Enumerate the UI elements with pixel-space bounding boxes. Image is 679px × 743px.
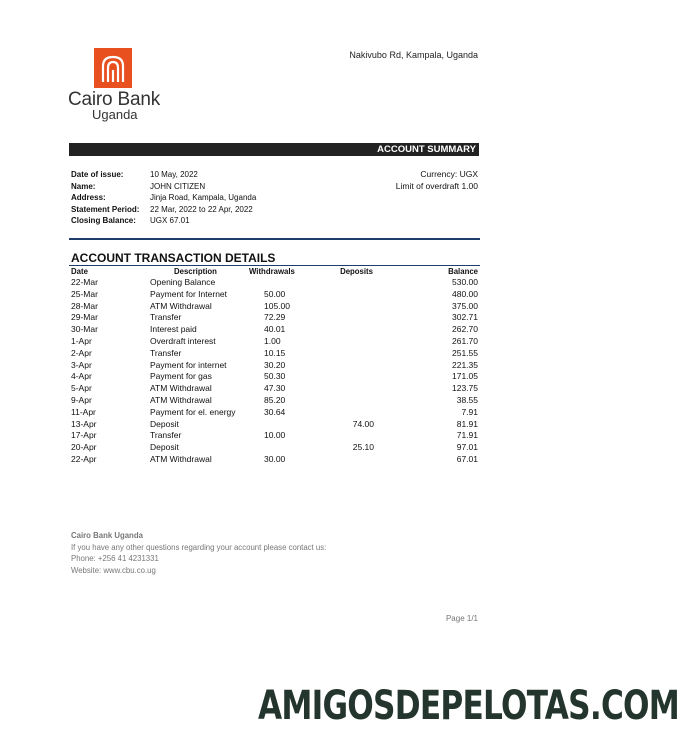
cell-withdrawal: 105.00 (264, 300, 290, 311)
transaction-table (0, 266, 565, 466)
footer-website: Website: www.cbu.co.ug (71, 565, 156, 575)
statement-period-label: Statement Period: (71, 204, 140, 214)
cell-balance: 38.55 (456, 394, 478, 405)
bank-subtitle: Uganda (92, 107, 138, 122)
name-label: Name: (71, 181, 96, 191)
cell-date: 25-Mar (71, 288, 98, 299)
footer-contact-note: If you have any other questions regarding your account please contact us: (71, 542, 327, 552)
cell-balance: 221.35 (452, 359, 478, 370)
page-number: Page 1/1 (445, 614, 478, 623)
cell-balance: 71.91 (456, 430, 478, 441)
cell-withdrawal: 1.00 (264, 335, 281, 346)
table-row (0, 454, 565, 466)
header-description: Description (174, 267, 217, 276)
bank-name: Cairo Bank (68, 89, 160, 110)
address-value: Jinja Road, Kampala, Uganda (150, 193, 257, 202)
cell-description: ATM Withdrawal (150, 383, 212, 394)
cell-balance: 67.01 (456, 453, 478, 464)
cell-balance: 251.55 (452, 347, 478, 358)
table-row (0, 419, 565, 431)
header-deposits: Deposits (340, 267, 373, 276)
table-row (0, 289, 565, 301)
cell-deposit: 74.00 (352, 418, 374, 429)
cell-date: 22-Apr (71, 453, 97, 464)
cell-withdrawal: 30.20 (264, 359, 286, 370)
cell-withdrawal: 30.64 (264, 406, 286, 417)
address-label: Address: (71, 193, 106, 202)
table-row (0, 312, 565, 324)
cell-withdrawal: 50.30 (264, 371, 286, 382)
cell-description: Opening Balance (150, 277, 216, 287)
cell-date: 28-Mar (71, 300, 98, 311)
overdraft-limit: Limit of overdraft 1.00 (395, 181, 478, 191)
cell-description: Payment for gas (150, 371, 212, 382)
table-body (0, 277, 565, 466)
cell-balance: 375.00 (452, 300, 478, 311)
cell-deposit: 25.10 (352, 442, 374, 453)
cell-description: Interest paid (150, 324, 197, 335)
header-date: Date (71, 267, 88, 276)
bank-logo-icon (94, 48, 132, 88)
summary-values (150, 169, 256, 227)
cell-description: Deposit (150, 442, 179, 453)
cell-balance: 81.91 (456, 418, 478, 429)
cell-balance: 97.01 (456, 442, 478, 453)
currency-info (396, 168, 478, 192)
table-row (0, 324, 565, 336)
cell-date: 22-Mar (71, 277, 98, 287)
currency-value: Currency: UGX (420, 169, 478, 179)
date-of-issue-label: Date of issue: (71, 170, 124, 179)
transaction-details-title: ACCOUNT TRANSACTION DETAILS (71, 251, 276, 265)
cell-balance: 530.00 (452, 277, 478, 287)
date-of-issue-value: 10 May, 2022 (150, 170, 198, 179)
cell-date: 5-Apr (71, 383, 92, 394)
cell-balance: 7.91 (461, 406, 478, 417)
cell-description: Transfer (150, 347, 182, 358)
table-row (0, 442, 565, 454)
cell-balance: 261.70 (452, 335, 478, 346)
footer (71, 530, 326, 576)
table-row (0, 360, 565, 372)
cell-description: Payment for internet (150, 359, 227, 370)
cell-date: 1-Apr (71, 335, 92, 346)
header-balance: Balance (448, 267, 478, 276)
cell-description: ATM Withdrawal (150, 300, 212, 311)
cell-description: Transfer (150, 430, 182, 441)
cell-withdrawal: 50.00 (264, 288, 286, 299)
table-row (0, 383, 565, 395)
cell-description: ATM Withdrawal (150, 453, 212, 464)
account-summary-title: ACCOUNT SUMMARY (377, 144, 476, 155)
cell-date: 9-Apr (71, 394, 92, 405)
table-row (0, 430, 565, 442)
cell-withdrawal: 85.20 (264, 394, 286, 405)
cell-description: Overdraft interest (150, 335, 216, 346)
cell-withdrawal: 30.00 (264, 453, 286, 464)
table-row (0, 407, 565, 419)
watermark-text: AMIGOSDEPELOTAS.COM (258, 683, 679, 729)
cell-balance: 123.75 (452, 383, 478, 394)
cell-date: 4-Apr (71, 371, 92, 382)
header-withdrawals: Withdrawals (249, 267, 295, 276)
table-row (0, 348, 565, 360)
bank-address: Nakivubo Rd, Kampala, Uganda (349, 50, 478, 60)
cell-description: Transfer (150, 312, 182, 323)
cell-date: 20-Apr (71, 442, 97, 453)
table-row (0, 277, 565, 289)
cell-withdrawal: 10.15 (264, 347, 286, 358)
account-summary-bar (69, 143, 479, 156)
cell-date: 3-Apr (71, 359, 92, 370)
statement-period-value: 22 Mar, 2022 to 22 Apr, 2022 (150, 204, 253, 214)
cell-withdrawal: 47.30 (264, 383, 286, 394)
name-value: JOHN CITIZEN (150, 181, 206, 191)
cell-date: 30-Mar (71, 324, 98, 335)
table-row (0, 301, 565, 313)
cell-description: ATM Withdrawal (150, 394, 212, 405)
cell-date: 17-Apr (71, 430, 97, 441)
footer-phone: Phone: +256 41 4231331 (71, 554, 159, 564)
summary-labels (71, 169, 139, 227)
cell-withdrawal: 72.29 (264, 312, 286, 323)
section-divider (69, 238, 480, 240)
cell-date: 13-Apr (71, 418, 97, 429)
closing-balance-value: UGX 67.01 (150, 216, 190, 225)
cell-description: Payment for el. energy (150, 406, 236, 417)
cell-balance: 480.00 (452, 288, 478, 299)
cell-date: 29-Mar (71, 312, 98, 323)
closing-balance-label: Closing Balance: (71, 216, 136, 225)
cell-withdrawal: 10.00 (264, 430, 286, 441)
cell-balance: 302.71 (452, 312, 478, 323)
cell-balance: 262.70 (452, 324, 478, 335)
table-row (0, 371, 565, 383)
footer-bank-name: Cairo Bank Uganda (71, 531, 143, 540)
cell-balance: 171.05 (452, 371, 478, 382)
cell-description: Deposit (150, 418, 179, 429)
cell-date: 11-Apr (71, 406, 96, 417)
cell-description: Payment for Internet (150, 288, 228, 299)
table-row (0, 336, 565, 348)
cell-date: 2-Apr (71, 347, 92, 358)
table-row (0, 395, 565, 407)
cell-withdrawal: 40.01 (264, 324, 286, 335)
table-header (0, 266, 565, 277)
